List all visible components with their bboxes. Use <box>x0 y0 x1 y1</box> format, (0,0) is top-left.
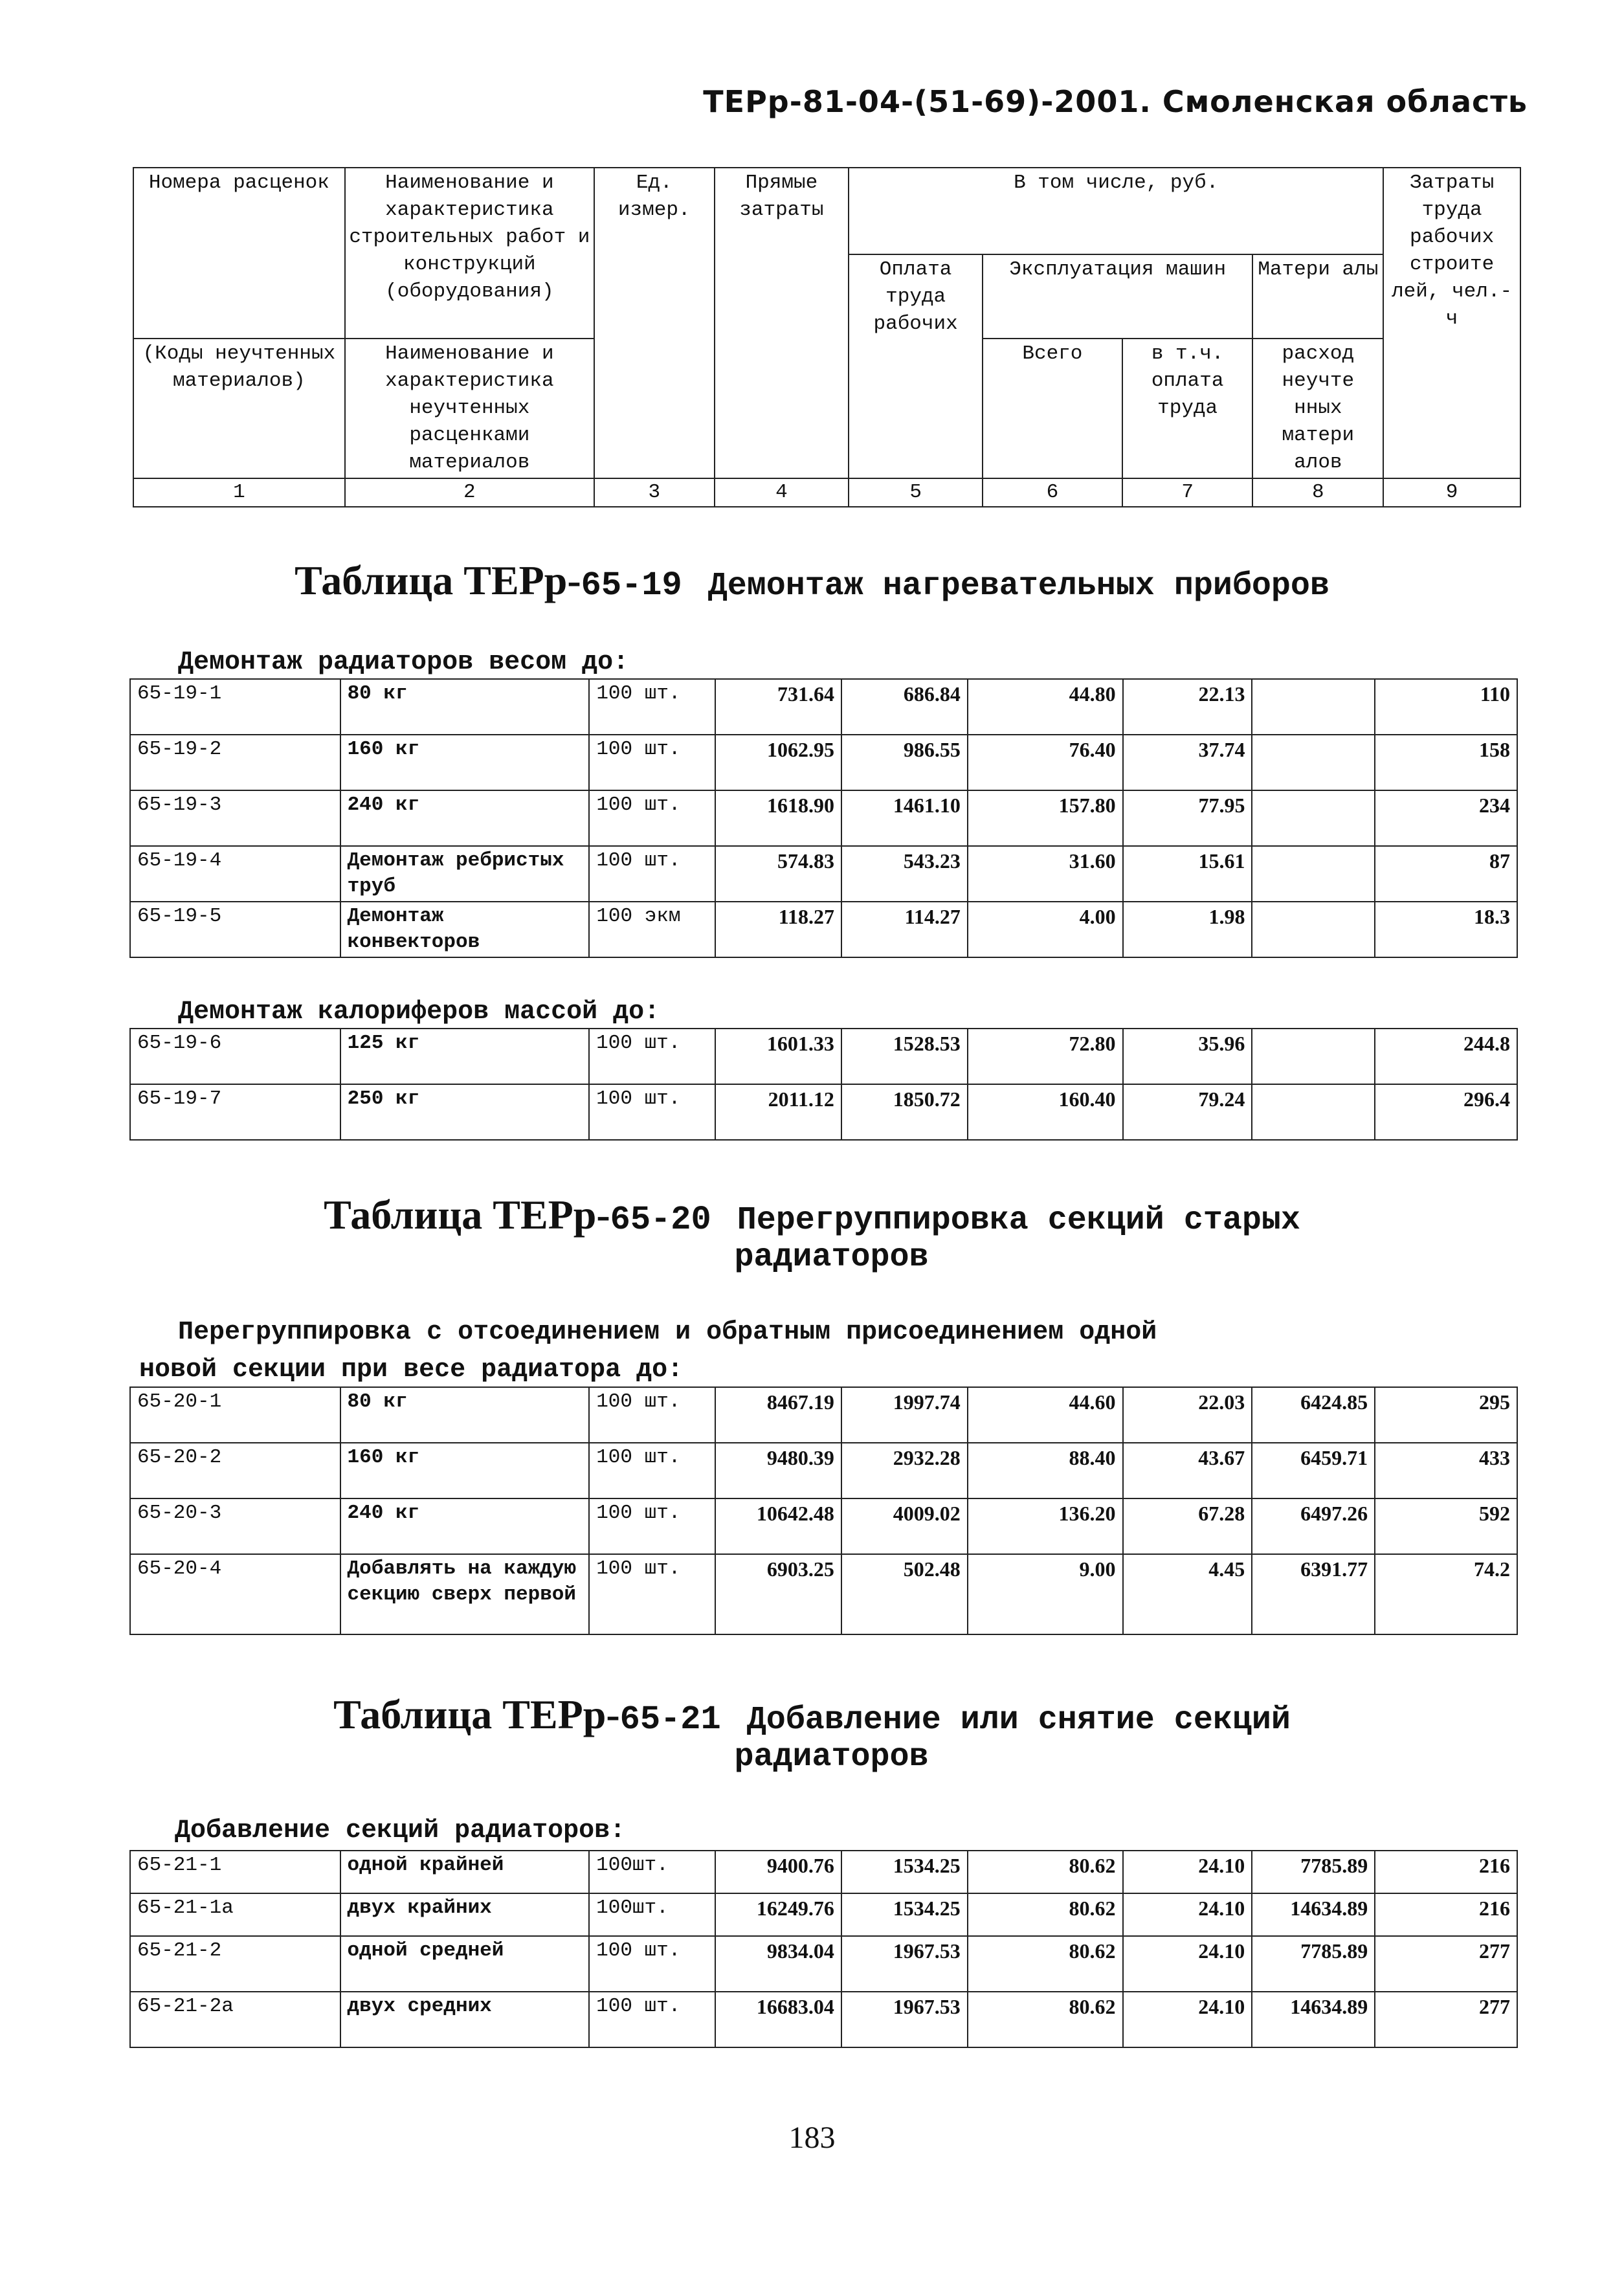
labor-cell: 433 <box>1375 1443 1517 1498</box>
header-work-name: Наименование и характеристика строительных работ и конструкций (оборудования) <box>345 168 594 339</box>
materials-cell <box>1252 902 1375 957</box>
unit-cell: 100 шт. <box>589 790 715 846</box>
section-heading: Добавление секций радиаторов: <box>175 1816 626 1845</box>
machines-wages-cell: 77.95 <box>1123 790 1252 846</box>
work-name-cell: двух средних <box>340 1992 590 2047</box>
materials-cell: 7785.89 <box>1252 1936 1375 1992</box>
machines-total-cell: 9.00 <box>968 1554 1123 1634</box>
table-65-21-title <box>0 1691 1624 1776</box>
materials-cell: 6424.85 <box>1252 1387 1375 1443</box>
rate-code-cell: 65-20-1 <box>130 1387 340 1443</box>
rate-code-cell: 65-19-3 <box>130 790 340 846</box>
wages-cell: 1967.53 <box>841 1936 968 1992</box>
direct-costs-cell: 16249.76 <box>715 1893 841 1936</box>
table-row <box>130 1851 1517 1893</box>
page-number: 183 <box>788 2121 836 2155</box>
machines-wages-cell: 22.03 <box>1123 1387 1252 1443</box>
machines-wages-cell: 15.61 <box>1123 846 1252 902</box>
labor-cell: 295 <box>1375 1387 1517 1443</box>
wages-cell: 686.84 <box>841 679 968 735</box>
work-name-cell: одной крайней <box>340 1851 590 1893</box>
direct-costs-cell: 9400.76 <box>715 1851 841 1893</box>
unit-cell: 100 шт. <box>589 735 715 790</box>
unit-cell: 100 шт. <box>589 1443 715 1498</box>
machines-wages-cell: 4.45 <box>1123 1554 1252 1634</box>
machines-total-cell: 31.60 <box>968 846 1123 902</box>
table-label: Таблица ТЕРр- <box>333 1691 620 1737</box>
direct-costs-cell: 10642.48 <box>715 1498 841 1554</box>
work-name-cell: Демонтаж ребристых труб <box>340 846 590 902</box>
machines-wages-cell: 22.13 <box>1123 679 1252 735</box>
column-header-table <box>133 167 1521 507</box>
col-number: 4 <box>715 478 849 507</box>
materials-cell: 14634.89 <box>1252 1992 1375 2047</box>
rate-code-cell: 65-19-5 <box>130 902 340 957</box>
machines-total-cell: 157.80 <box>968 790 1123 846</box>
header-labor-costs: Затраты труда рабочих строите лей, чел.-ч <box>1383 168 1520 478</box>
section-heading: Демонтаж калориферов массой до: <box>178 997 660 1027</box>
rate-code-cell: 65-19-2 <box>130 735 340 790</box>
section-heading: Перегруппировка с отсоединением и обратным присоединением одной <box>178 1318 1157 1347</box>
column-numbers-row <box>133 478 1520 507</box>
labor-cell: 216 <box>1375 1893 1517 1936</box>
materials-cell <box>1252 790 1375 846</box>
header-direct-costs: Прямые затраты <box>715 168 849 478</box>
table-row <box>130 1992 1517 2047</box>
col-number: 7 <box>1122 478 1253 507</box>
table-row <box>130 1893 1517 1936</box>
header-group-including: В том числе, руб. <box>849 168 1383 254</box>
header-wages: Оплата труда рабочих <box>849 254 983 478</box>
machines-wages-cell: 43.67 <box>1123 1443 1252 1498</box>
rate-code-cell: 65-20-3 <box>130 1498 340 1554</box>
machines-total-cell: 136.20 <box>968 1498 1123 1554</box>
machines-total-cell: 80.62 <box>968 1893 1123 1936</box>
direct-costs-cell: 1062.95 <box>715 735 841 790</box>
machines-total-cell: 88.40 <box>968 1443 1123 1498</box>
table-description: Добавление или снятие секций <box>746 1702 1291 1739</box>
wages-cell: 114.27 <box>841 902 968 957</box>
header-material-codes: (Коды неучтенных материалов) <box>133 339 345 478</box>
unit-cell: 100 шт. <box>589 846 715 902</box>
labor-cell: 277 <box>1375 1992 1517 2047</box>
wages-cell: 4009.02 <box>841 1498 968 1554</box>
machines-total-cell: 80.62 <box>968 1851 1123 1893</box>
machines-wages-cell: 24.10 <box>1123 1992 1252 2047</box>
wages-cell: 1534.25 <box>841 1893 968 1936</box>
labor-cell: 234 <box>1375 790 1517 846</box>
rate-code-cell: 65-19-6 <box>130 1029 340 1084</box>
table-label: Таблица ТЕРр- <box>295 557 581 603</box>
machines-total-cell: 80.62 <box>968 1936 1123 1992</box>
direct-costs-cell: 9834.04 <box>715 1936 841 1992</box>
wages-cell: 2932.28 <box>841 1443 968 1498</box>
materials-cell: 6459.71 <box>1252 1443 1375 1498</box>
wages-cell: 1461.10 <box>841 790 968 846</box>
header-machines: Эксплуатация машин <box>983 254 1253 339</box>
unit-cell: 100шт. <box>589 1851 715 1893</box>
table-65-19-part1 <box>129 678 1518 958</box>
table-65-19-part2 <box>129 1028 1518 1141</box>
rate-code-cell: 65-21-1a <box>130 1893 340 1936</box>
machines-wages-cell: 67.28 <box>1123 1498 1252 1554</box>
materials-cell <box>1252 679 1375 735</box>
machines-wages-cell: 24.10 <box>1123 1893 1252 1936</box>
col-number: 3 <box>594 478 715 507</box>
rate-code-cell: 65-21-2 <box>130 1936 340 1992</box>
machines-total-cell: 80.62 <box>968 1992 1123 2047</box>
wages-cell: 1997.74 <box>841 1387 968 1443</box>
direct-costs-cell: 16683.04 <box>715 1992 841 2047</box>
table-65-21 <box>129 1850 1518 2048</box>
labor-cell: 296.4 <box>1375 1084 1517 1140</box>
materials-cell: 6497.26 <box>1252 1498 1375 1554</box>
wages-cell: 502.48 <box>841 1554 968 1634</box>
table-code: 65-20 <box>610 1201 711 1239</box>
machines-wages-cell: 35.96 <box>1123 1029 1252 1084</box>
section-heading-line2: новой секции при весе радиатора до: <box>139 1355 684 1385</box>
direct-costs-cell: 9480.39 <box>715 1443 841 1498</box>
table-row <box>130 846 1517 902</box>
page-header: ТЕРр-81-04-(51-69)-2001. Смоленская область <box>703 84 1528 119</box>
machines-total-cell: 72.80 <box>968 1029 1123 1084</box>
labor-cell: 18.3 <box>1375 902 1517 957</box>
header-machines-wages: в т.ч. оплата труда <box>1122 339 1253 478</box>
col-number: 9 <box>1383 478 1520 507</box>
table-row <box>130 790 1517 846</box>
section-heading: Демонтаж радиаторов весом до: <box>178 648 629 677</box>
work-name-cell: 240 кг <box>340 1498 590 1554</box>
unit-cell: 100шт. <box>589 1893 715 1936</box>
materials-cell <box>1252 735 1375 790</box>
header-material-name: Наименование и характеристика неучтенных расценками материалов <box>345 339 594 478</box>
header-unit: Ед. измер. <box>594 168 715 478</box>
direct-costs-cell: 8467.19 <box>715 1387 841 1443</box>
work-name-cell: 80 кг <box>340 1387 590 1443</box>
wages-cell: 1850.72 <box>841 1084 968 1140</box>
work-name-cell: Добавлять на каждую секцию сверх первой <box>340 1554 590 1634</box>
table-code: 65-21 <box>619 1700 721 1739</box>
col-number: 8 <box>1252 478 1383 507</box>
rate-code-cell: 65-21-1 <box>130 1851 340 1893</box>
machines-wages-cell: 37.74 <box>1123 735 1252 790</box>
rate-code-cell: 65-20-2 <box>130 1443 340 1498</box>
rate-code-cell: 65-19-4 <box>130 846 340 902</box>
labor-cell: 110 <box>1375 679 1517 735</box>
wages-cell: 1534.25 <box>841 1851 968 1893</box>
table-description-line2: радиаторов <box>734 1739 929 1776</box>
materials-cell: 6391.77 <box>1252 1554 1375 1634</box>
labor-cell: 592 <box>1375 1498 1517 1554</box>
direct-costs-cell: 1601.33 <box>715 1029 841 1084</box>
work-name-cell: двух крайних <box>340 1893 590 1936</box>
unit-cell: 100 шт. <box>589 1029 715 1084</box>
materials-cell: 14634.89 <box>1252 1893 1375 1936</box>
materials-cell <box>1252 1084 1375 1140</box>
table-row <box>130 735 1517 790</box>
table-row <box>130 1387 1517 1443</box>
labor-cell: 244.8 <box>1375 1029 1517 1084</box>
direct-costs-cell: 574.83 <box>715 846 841 902</box>
materials-cell: 7785.89 <box>1252 1851 1375 1893</box>
table-row <box>130 1443 1517 1498</box>
header-material-consumption: расход неучте нных матери алов <box>1252 339 1383 478</box>
unit-cell: 100 шт. <box>589 1498 715 1554</box>
rate-code-cell: 65-20-4 <box>130 1554 340 1634</box>
rate-code-cell: 65-19-7 <box>130 1084 340 1140</box>
labor-cell: 87 <box>1375 846 1517 902</box>
unit-cell: 100 шт. <box>589 1936 715 1992</box>
work-name-cell: 250 кг <box>340 1084 590 1140</box>
header-rate-numbers: Номера расценок <box>133 168 345 339</box>
direct-costs-cell: 2011.12 <box>715 1084 841 1140</box>
labor-cell: 158 <box>1375 735 1517 790</box>
work-name-cell: 125 кг <box>340 1029 590 1084</box>
wages-cell: 1528.53 <box>841 1029 968 1084</box>
table-row <box>130 1498 1517 1554</box>
work-name-cell: одной средней <box>340 1936 590 1992</box>
rate-code-cell: 65-19-1 <box>130 679 340 735</box>
work-name-cell: 160 кг <box>340 1443 590 1498</box>
rate-code-cell: 65-21-2a <box>130 1992 340 2047</box>
machines-wages-cell: 24.10 <box>1123 1936 1252 1992</box>
table-row <box>130 1084 1517 1140</box>
table-65-20-title <box>0 1191 1624 1276</box>
work-name-cell: 160 кг <box>340 735 590 790</box>
machines-total-cell: 76.40 <box>968 735 1123 790</box>
unit-cell: 100 шт. <box>589 1387 715 1443</box>
wages-cell: 1967.53 <box>841 1992 968 2047</box>
machines-wages-cell: 24.10 <box>1123 1851 1252 1893</box>
wages-cell: 543.23 <box>841 846 968 902</box>
machines-total-cell: 160.40 <box>968 1084 1123 1140</box>
labor-cell: 277 <box>1375 1936 1517 1992</box>
machines-wages-cell: 1.98 <box>1123 902 1252 957</box>
table-row <box>130 1554 1517 1634</box>
table-65-19-title <box>0 557 1624 605</box>
unit-cell: 100 экм <box>589 902 715 957</box>
labor-cell: 216 <box>1375 1851 1517 1893</box>
col-number: 6 <box>983 478 1122 507</box>
col-number: 5 <box>849 478 983 507</box>
direct-costs-cell: 731.64 <box>715 679 841 735</box>
table-row <box>130 1936 1517 1992</box>
materials-cell <box>1252 846 1375 902</box>
wages-cell: 986.55 <box>841 735 968 790</box>
table-code: 65-19 <box>581 566 682 605</box>
table-description: Демонтаж нагревательных приборов <box>707 568 1329 605</box>
table-row <box>130 679 1517 735</box>
machines-wages-cell: 79.24 <box>1123 1084 1252 1140</box>
machines-total-cell: 44.80 <box>968 679 1123 735</box>
direct-costs-cell: 118.27 <box>715 902 841 957</box>
work-name-cell: Демонтаж конвекторов <box>340 902 590 957</box>
work-name-cell: 240 кг <box>340 790 590 846</box>
table-row <box>130 1029 1517 1084</box>
table-label: Таблица ТЕРр- <box>324 1192 610 1238</box>
labor-cell: 74.2 <box>1375 1554 1517 1634</box>
machines-total-cell: 44.60 <box>968 1387 1123 1443</box>
col-number: 1 <box>133 478 345 507</box>
direct-costs-cell: 1618.90 <box>715 790 841 846</box>
unit-cell: 100 шт. <box>589 679 715 735</box>
table-description: Перегруппировка секций старых <box>737 1202 1300 1239</box>
table-65-20 <box>129 1387 1518 1635</box>
materials-cell <box>1252 1029 1375 1084</box>
machines-total-cell: 4.00 <box>968 902 1123 957</box>
table-row <box>130 902 1517 957</box>
header-materials: Матери алы <box>1252 254 1383 339</box>
header-machines-total: Всего <box>983 339 1122 478</box>
direct-costs-cell: 6903.25 <box>715 1554 841 1634</box>
unit-cell: 100 шт. <box>589 1992 715 2047</box>
work-name-cell: 80 кг <box>340 679 590 735</box>
col-number: 2 <box>345 478 594 507</box>
unit-cell: 100 шт. <box>589 1554 715 1634</box>
table-description-line2: радиаторов <box>734 1239 929 1276</box>
unit-cell: 100 шт. <box>589 1084 715 1140</box>
